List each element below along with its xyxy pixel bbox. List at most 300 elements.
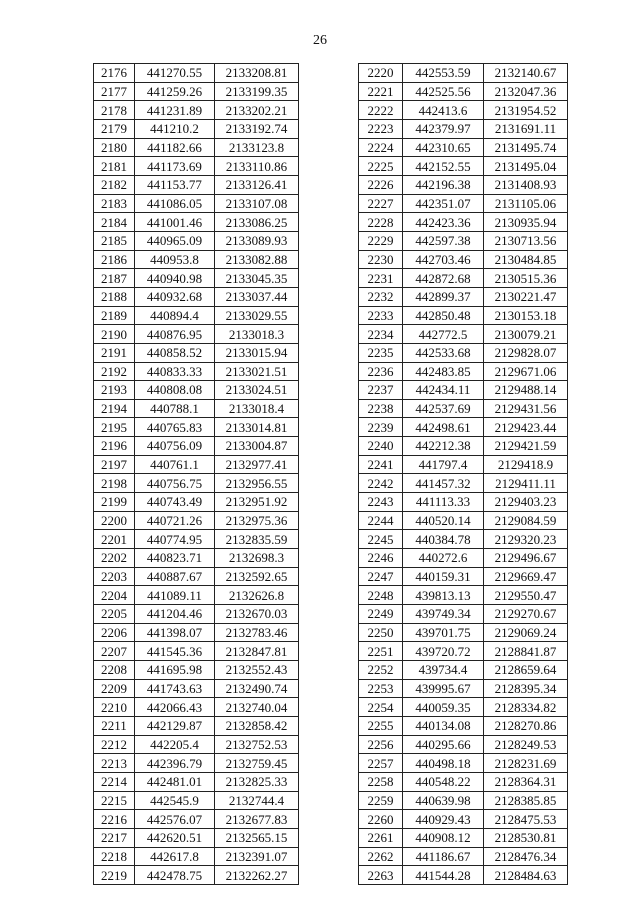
y-coordinate-cell: 2132140.67: [484, 64, 568, 83]
y-coordinate-cell: 2132977.41: [215, 455, 299, 474]
point-number-cell: 2193: [94, 381, 135, 400]
point-number-cell: 2244: [359, 511, 403, 530]
y-coordinate-cell: 2131495.04: [484, 157, 568, 176]
point-number-cell: 2262: [359, 847, 403, 866]
point-number-cell: 2239: [359, 418, 403, 437]
point-number-cell: 2249: [359, 605, 403, 624]
x-coordinate-cell: 442553.59: [403, 64, 484, 83]
x-coordinate-cell: 439734.4: [403, 661, 484, 680]
coordinates-table-left: [93, 63, 299, 885]
y-coordinate-cell: 2132391.07: [215, 847, 299, 866]
point-number-cell: 2210: [94, 698, 135, 717]
y-coordinate-cell: 2133082.88: [215, 250, 299, 269]
table-row: [359, 306, 568, 325]
table-row: [359, 213, 568, 232]
x-coordinate-cell: 440272.6: [403, 549, 484, 568]
point-number-cell: 2183: [94, 194, 135, 213]
y-coordinate-cell: 2128270.86: [484, 716, 568, 735]
point-number-cell: 2229: [359, 231, 403, 250]
y-coordinate-cell: 2131105.06: [484, 194, 568, 213]
point-number-cell: 2205: [94, 605, 135, 624]
table-row: [94, 269, 299, 288]
table-row: [94, 250, 299, 269]
x-coordinate-cell: 442379.97: [403, 119, 484, 138]
table-row: [359, 325, 568, 344]
point-number-cell: 2209: [94, 679, 135, 698]
x-coordinate-cell: 440134.08: [403, 716, 484, 735]
y-coordinate-cell: 2133004.87: [215, 437, 299, 456]
x-coordinate-cell: 442525.56: [403, 82, 484, 101]
x-coordinate-cell: 442617.8: [135, 847, 215, 866]
table-row: [359, 716, 568, 735]
x-coordinate-cell: 440721.26: [135, 511, 215, 530]
y-coordinate-cell: 2133086.25: [215, 213, 299, 232]
table-row: [94, 474, 299, 493]
y-coordinate-cell: 2133029.55: [215, 306, 299, 325]
point-number-cell: 2228: [359, 213, 403, 232]
point-number-cell: 2224: [359, 138, 403, 157]
y-coordinate-cell: 2131408.93: [484, 175, 568, 194]
x-coordinate-cell: 441695.98: [135, 661, 215, 680]
table-row: [94, 810, 299, 829]
point-number-cell: 2255: [359, 716, 403, 735]
point-number-cell: 2227: [359, 194, 403, 213]
x-coordinate-cell: 440887.67: [135, 567, 215, 586]
y-coordinate-cell: 2129403.23: [484, 493, 568, 512]
point-number-cell: 2220: [359, 64, 403, 83]
table-row: [359, 661, 568, 680]
table-row: [94, 754, 299, 773]
y-coordinate-cell: 2132847.81: [215, 642, 299, 661]
x-coordinate-cell: 440965.09: [135, 231, 215, 250]
x-coordinate-cell: 440876.95: [135, 325, 215, 344]
x-coordinate-cell: 440908.12: [403, 828, 484, 847]
point-number-cell: 2201: [94, 530, 135, 549]
x-coordinate-cell: 442576.07: [135, 810, 215, 829]
x-coordinate-cell: 440639.98: [403, 791, 484, 810]
x-coordinate-cell: 440929.43: [403, 810, 484, 829]
table-row: [359, 493, 568, 512]
x-coordinate-cell: 442351.07: [403, 194, 484, 213]
table-row: [359, 642, 568, 661]
table-row: [94, 567, 299, 586]
table-row: [359, 679, 568, 698]
table-row: [359, 362, 568, 381]
table-row: [94, 772, 299, 791]
x-coordinate-cell: 442196.38: [403, 175, 484, 194]
point-number-cell: 2233: [359, 306, 403, 325]
point-number-cell: 2215: [94, 791, 135, 810]
table-row: [359, 754, 568, 773]
point-number-cell: 2258: [359, 772, 403, 791]
table-row: [359, 455, 568, 474]
point-number-cell: 2217: [94, 828, 135, 847]
table-row: [94, 119, 299, 138]
y-coordinate-cell: 2129069.24: [484, 623, 568, 642]
table-row: [94, 716, 299, 735]
y-coordinate-cell: 2132752.53: [215, 735, 299, 754]
y-coordinate-cell: 2133045.35: [215, 269, 299, 288]
y-coordinate-cell: 2132740.04: [215, 698, 299, 717]
x-coordinate-cell: 440788.1: [135, 399, 215, 418]
point-number-cell: 2178: [94, 101, 135, 120]
point-number-cell: 2253: [359, 679, 403, 698]
table-row: [359, 791, 568, 810]
table-row: [359, 82, 568, 101]
point-number-cell: 2225: [359, 157, 403, 176]
point-number-cell: 2254: [359, 698, 403, 717]
x-coordinate-cell: 442212.38: [403, 437, 484, 456]
table-row: [359, 511, 568, 530]
x-coordinate-cell: 441545.36: [135, 642, 215, 661]
table-row: [94, 847, 299, 866]
x-coordinate-cell: 442423.36: [403, 213, 484, 232]
x-coordinate-cell: 440823.71: [135, 549, 215, 568]
x-coordinate-cell: 439995.67: [403, 679, 484, 698]
x-coordinate-cell: 442483.85: [403, 362, 484, 381]
table-row: [94, 194, 299, 213]
table-row: [359, 567, 568, 586]
y-coordinate-cell: 2133015.94: [215, 343, 299, 362]
x-coordinate-cell: 440756.09: [135, 437, 215, 456]
point-number-cell: 2222: [359, 101, 403, 120]
y-coordinate-cell: 2132552.43: [215, 661, 299, 680]
table-row: [359, 64, 568, 83]
point-number-cell: 2198: [94, 474, 135, 493]
table-row: [94, 586, 299, 605]
point-number-cell: 2191: [94, 343, 135, 362]
table-row: [94, 455, 299, 474]
point-number-cell: 2216: [94, 810, 135, 829]
point-number-cell: 2260: [359, 810, 403, 829]
x-coordinate-cell: 442481.01: [135, 772, 215, 791]
x-coordinate-cell: 442434.11: [403, 381, 484, 400]
point-number-cell: 2256: [359, 735, 403, 754]
x-coordinate-cell: 440953.8: [135, 250, 215, 269]
x-coordinate-cell: 440940.98: [135, 269, 215, 288]
x-coordinate-cell: 442205.4: [135, 735, 215, 754]
y-coordinate-cell: 2133018.4: [215, 399, 299, 418]
table-row: [359, 194, 568, 213]
x-coordinate-cell: 441231.89: [135, 101, 215, 120]
table-row: [94, 511, 299, 530]
table-row: [359, 231, 568, 250]
point-number-cell: 2195: [94, 418, 135, 437]
x-coordinate-cell: 441153.77: [135, 175, 215, 194]
table-row: [359, 828, 568, 847]
table-row: [359, 772, 568, 791]
x-coordinate-cell: 441089.11: [135, 586, 215, 605]
table-row: [359, 101, 568, 120]
table-row: [359, 437, 568, 456]
y-coordinate-cell: 2129550.47: [484, 586, 568, 605]
table-row: [359, 399, 568, 418]
table-row: [94, 418, 299, 437]
y-coordinate-cell: 2133199.35: [215, 82, 299, 101]
table-row: [94, 549, 299, 568]
point-number-cell: 2221: [359, 82, 403, 101]
point-number-cell: 2219: [94, 866, 135, 885]
table-row: [94, 530, 299, 549]
y-coordinate-cell: 2128249.53: [484, 735, 568, 754]
y-coordinate-cell: 2128530.81: [484, 828, 568, 847]
table-row: [359, 381, 568, 400]
x-coordinate-cell: 442310.65: [403, 138, 484, 157]
table-row: [359, 343, 568, 362]
y-coordinate-cell: 2129828.07: [484, 343, 568, 362]
table-row: [94, 866, 299, 885]
table-row: [94, 343, 299, 362]
y-coordinate-cell: 2130935.94: [484, 213, 568, 232]
y-coordinate-cell: 2132490.74: [215, 679, 299, 698]
point-number-cell: 2207: [94, 642, 135, 661]
table-row: [359, 250, 568, 269]
table-row: [359, 530, 568, 549]
x-coordinate-cell: 440159.31: [403, 567, 484, 586]
x-coordinate-cell: 439701.75: [403, 623, 484, 642]
point-number-cell: 2259: [359, 791, 403, 810]
x-coordinate-cell: 440808.08: [135, 381, 215, 400]
point-number-cell: 2223: [359, 119, 403, 138]
y-coordinate-cell: 2128476.34: [484, 847, 568, 866]
point-number-cell: 2206: [94, 623, 135, 642]
point-number-cell: 2197: [94, 455, 135, 474]
x-coordinate-cell: 440498.18: [403, 754, 484, 773]
point-number-cell: 2213: [94, 754, 135, 773]
y-coordinate-cell: 2129671.06: [484, 362, 568, 381]
y-coordinate-cell: 2133014.81: [215, 418, 299, 437]
y-coordinate-cell: 2129084.59: [484, 511, 568, 530]
table-row: [94, 82, 299, 101]
x-coordinate-cell: 441259.26: [135, 82, 215, 101]
y-coordinate-cell: 2128395.34: [484, 679, 568, 698]
y-coordinate-cell: 2132858.42: [215, 716, 299, 735]
table-row: [94, 101, 299, 120]
x-coordinate-cell: 441270.55: [135, 64, 215, 83]
table-row: [94, 698, 299, 717]
table-row: [359, 623, 568, 642]
y-coordinate-cell: 2130484.85: [484, 250, 568, 269]
y-coordinate-cell: 2128364.31: [484, 772, 568, 791]
table-row: [359, 157, 568, 176]
y-coordinate-cell: 2129488.14: [484, 381, 568, 400]
table-body: [359, 64, 568, 885]
y-coordinate-cell: 2132951.92: [215, 493, 299, 512]
y-coordinate-cell: 2130221.47: [484, 287, 568, 306]
x-coordinate-cell: 441210.2: [135, 119, 215, 138]
x-coordinate-cell: 442537.69: [403, 399, 484, 418]
y-coordinate-cell: 2129669.47: [484, 567, 568, 586]
table-row: [359, 175, 568, 194]
point-number-cell: 2192: [94, 362, 135, 381]
y-coordinate-cell: 2129496.67: [484, 549, 568, 568]
point-number-cell: 2188: [94, 287, 135, 306]
point-number-cell: 2261: [359, 828, 403, 847]
table-row: [94, 623, 299, 642]
table-row: [359, 586, 568, 605]
point-number-cell: 2241: [359, 455, 403, 474]
table-row: [94, 642, 299, 661]
point-number-cell: 2203: [94, 567, 135, 586]
table-row: [359, 549, 568, 568]
x-coordinate-cell: 440756.75: [135, 474, 215, 493]
y-coordinate-cell: 2132592.65: [215, 567, 299, 586]
x-coordinate-cell: 442413.6: [403, 101, 484, 120]
y-coordinate-cell: 2133024.51: [215, 381, 299, 400]
table-row: [359, 605, 568, 624]
table-row: [94, 362, 299, 381]
x-coordinate-cell: 441086.05: [135, 194, 215, 213]
table-row: [94, 493, 299, 512]
table-row: [359, 866, 568, 885]
point-number-cell: 2187: [94, 269, 135, 288]
table-row: [359, 287, 568, 306]
y-coordinate-cell: 2132565.15: [215, 828, 299, 847]
x-coordinate-cell: 441173.69: [135, 157, 215, 176]
point-number-cell: 2234: [359, 325, 403, 344]
table-row: [94, 437, 299, 456]
point-number-cell: 2257: [359, 754, 403, 773]
point-number-cell: 2184: [94, 213, 135, 232]
table-row: [359, 698, 568, 717]
y-coordinate-cell: 2129320.23: [484, 530, 568, 549]
table-row: [359, 119, 568, 138]
point-number-cell: 2226: [359, 175, 403, 194]
x-coordinate-cell: 440548.22: [403, 772, 484, 791]
point-number-cell: 2240: [359, 437, 403, 456]
table-row: [94, 175, 299, 194]
y-coordinate-cell: 2133123.8: [215, 138, 299, 157]
table-row: [94, 381, 299, 400]
table-row: [359, 418, 568, 437]
y-coordinate-cell: 2132975.36: [215, 511, 299, 530]
y-coordinate-cell: 2132783.46: [215, 623, 299, 642]
x-coordinate-cell: 440743.49: [135, 493, 215, 512]
point-number-cell: 2251: [359, 642, 403, 661]
table-row: [94, 157, 299, 176]
table-row: [359, 810, 568, 829]
x-coordinate-cell: 442545.9: [135, 791, 215, 810]
point-number-cell: 2200: [94, 511, 135, 530]
y-coordinate-cell: 2131954.52: [484, 101, 568, 120]
point-number-cell: 2211: [94, 716, 135, 735]
x-coordinate-cell: 440774.95: [135, 530, 215, 549]
x-coordinate-cell: 441398.07: [135, 623, 215, 642]
y-coordinate-cell: 2132677.83: [215, 810, 299, 829]
x-coordinate-cell: 442850.48: [403, 306, 484, 325]
point-number-cell: 2204: [94, 586, 135, 605]
point-number-cell: 2238: [359, 399, 403, 418]
table-row: [359, 269, 568, 288]
point-number-cell: 2189: [94, 306, 135, 325]
coordinates-table-right: [358, 63, 568, 885]
y-coordinate-cell: 2128231.69: [484, 754, 568, 773]
point-number-cell: 2177: [94, 82, 135, 101]
table-row: [359, 138, 568, 157]
point-number-cell: 2245: [359, 530, 403, 549]
point-number-cell: 2194: [94, 399, 135, 418]
table-row: [94, 791, 299, 810]
y-coordinate-cell: 2130713.56: [484, 231, 568, 250]
x-coordinate-cell: 441457.32: [403, 474, 484, 493]
y-coordinate-cell: 2129423.44: [484, 418, 568, 437]
table-row: [94, 679, 299, 698]
x-coordinate-cell: 442066.43: [135, 698, 215, 717]
point-number-cell: 2243: [359, 493, 403, 512]
x-coordinate-cell: 441204.46: [135, 605, 215, 624]
x-coordinate-cell: 442872.68: [403, 269, 484, 288]
x-coordinate-cell: 440932.68: [135, 287, 215, 306]
point-number-cell: 2212: [94, 735, 135, 754]
y-coordinate-cell: 2128385.85: [484, 791, 568, 810]
x-coordinate-cell: 441186.67: [403, 847, 484, 866]
y-coordinate-cell: 2132670.03: [215, 605, 299, 624]
y-coordinate-cell: 2130079.21: [484, 325, 568, 344]
x-coordinate-cell: 442129.87: [135, 716, 215, 735]
y-coordinate-cell: 2133037.44: [215, 287, 299, 306]
y-coordinate-cell: 2129421.59: [484, 437, 568, 456]
x-coordinate-cell: 441001.46: [135, 213, 215, 232]
y-coordinate-cell: 2132626.8: [215, 586, 299, 605]
x-coordinate-cell: 440833.33: [135, 362, 215, 381]
x-coordinate-cell: 440059.35: [403, 698, 484, 717]
y-coordinate-cell: 2128475.53: [484, 810, 568, 829]
point-number-cell: 2202: [94, 549, 135, 568]
point-number-cell: 2180: [94, 138, 135, 157]
x-coordinate-cell: 442478.75: [135, 866, 215, 885]
y-coordinate-cell: 2133126.41: [215, 175, 299, 194]
y-coordinate-cell: 2133202.21: [215, 101, 299, 120]
x-coordinate-cell: 442899.37: [403, 287, 484, 306]
point-number-cell: 2246: [359, 549, 403, 568]
y-coordinate-cell: 2132698.3: [215, 549, 299, 568]
y-coordinate-cell: 2133018.3: [215, 325, 299, 344]
x-coordinate-cell: 440295.66: [403, 735, 484, 754]
point-number-cell: 2214: [94, 772, 135, 791]
y-coordinate-cell: 2128334.82: [484, 698, 568, 717]
point-number-cell: 2176: [94, 64, 135, 83]
x-coordinate-cell: 441743.63: [135, 679, 215, 698]
point-number-cell: 2218: [94, 847, 135, 866]
table-row: [94, 399, 299, 418]
table-row: [94, 231, 299, 250]
x-coordinate-cell: 440765.83: [135, 418, 215, 437]
y-coordinate-cell: 2131495.74: [484, 138, 568, 157]
y-coordinate-cell: 2129431.56: [484, 399, 568, 418]
y-coordinate-cell: 2132835.59: [215, 530, 299, 549]
x-coordinate-cell: 440520.14: [403, 511, 484, 530]
table-row: [94, 306, 299, 325]
point-number-cell: 2237: [359, 381, 403, 400]
table-body: [94, 64, 299, 885]
x-coordinate-cell: 442597.38: [403, 231, 484, 250]
y-coordinate-cell: 2130515.36: [484, 269, 568, 288]
point-number-cell: 2263: [359, 866, 403, 885]
point-number-cell: 2186: [94, 250, 135, 269]
y-coordinate-cell: 2133208.81: [215, 64, 299, 83]
y-coordinate-cell: 2131691.11: [484, 119, 568, 138]
x-coordinate-cell: 441113.33: [403, 493, 484, 512]
x-coordinate-cell: 442396.79: [135, 754, 215, 773]
y-coordinate-cell: 2128841.87: [484, 642, 568, 661]
table-row: [94, 64, 299, 83]
point-number-cell: 2181: [94, 157, 135, 176]
table-row: [94, 138, 299, 157]
table-row: [94, 325, 299, 344]
point-number-cell: 2208: [94, 661, 135, 680]
x-coordinate-cell: 441544.28: [403, 866, 484, 885]
x-coordinate-cell: 442620.51: [135, 828, 215, 847]
